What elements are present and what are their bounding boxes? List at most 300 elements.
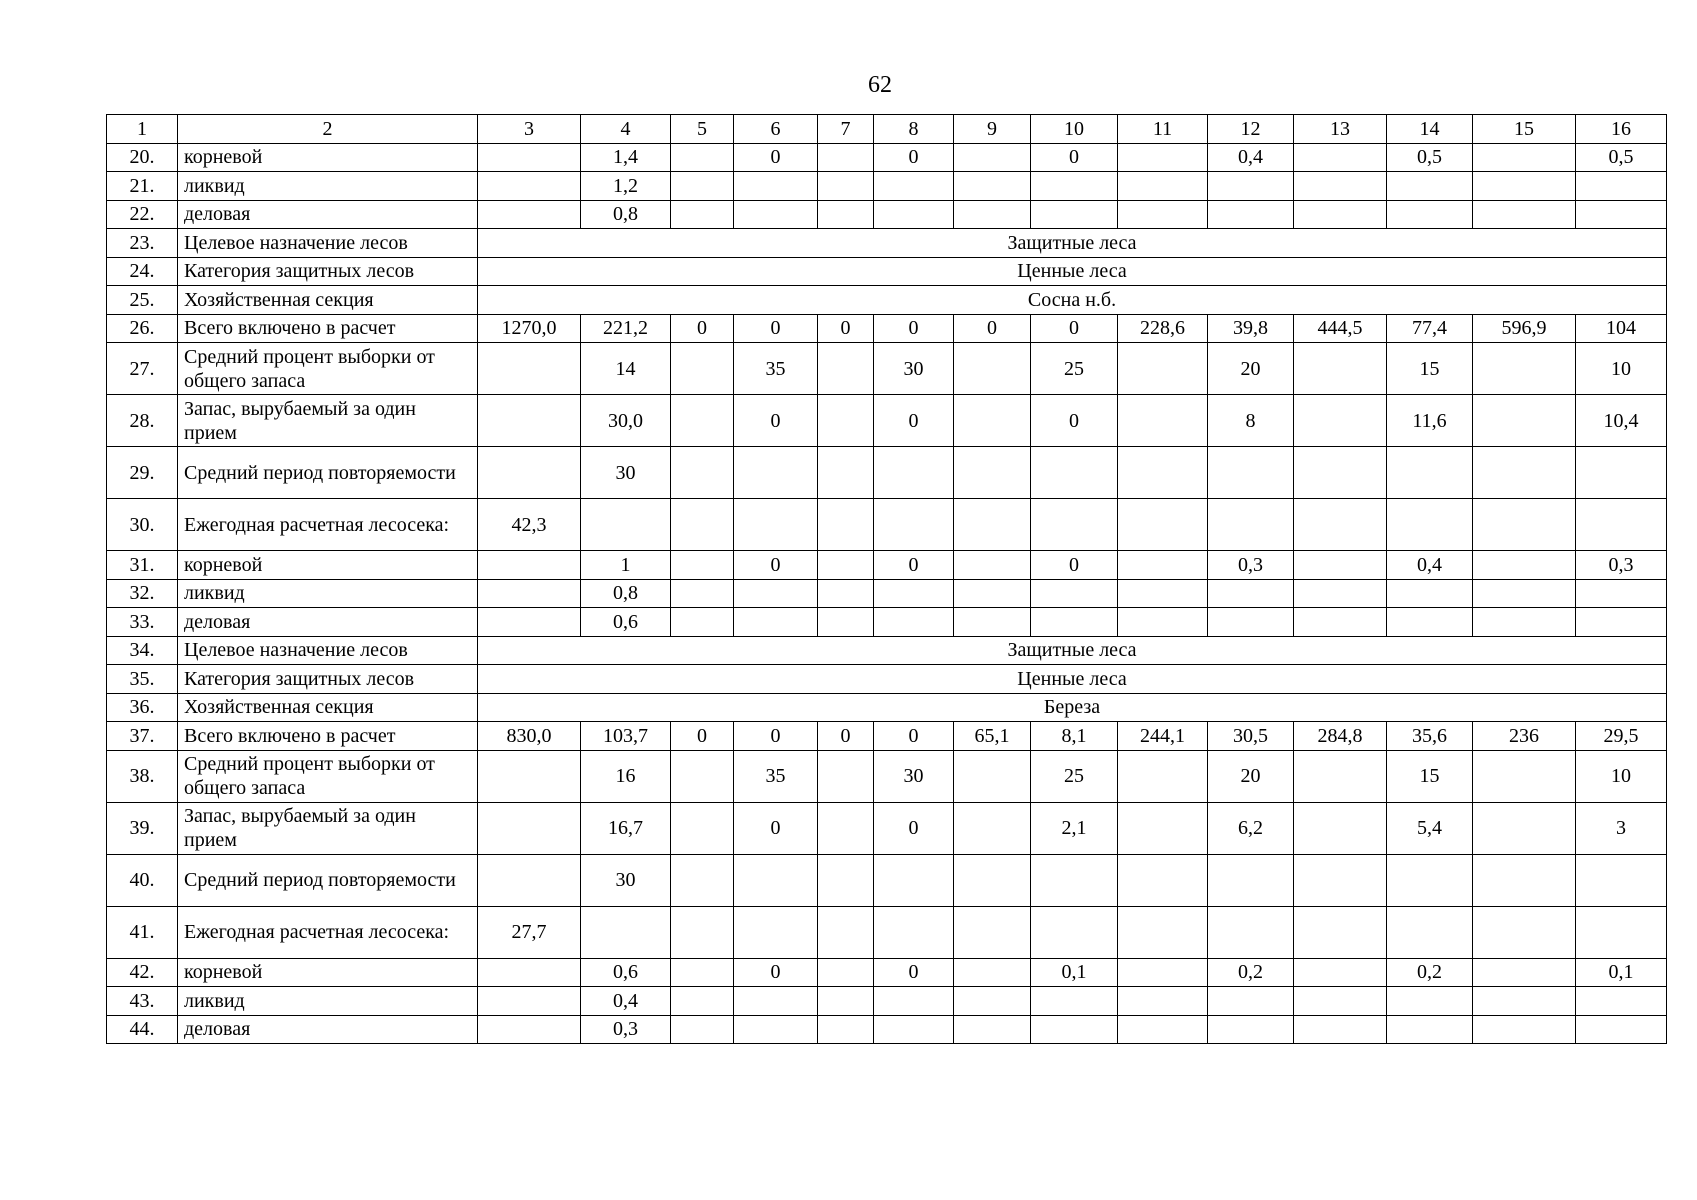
value-cell: 65,1 bbox=[954, 722, 1031, 751]
value-cell bbox=[1294, 172, 1387, 201]
value-cell: 0 bbox=[818, 722, 874, 751]
value-cell bbox=[1031, 906, 1118, 958]
value-cell bbox=[478, 343, 581, 395]
value-cell bbox=[818, 579, 874, 608]
value-cell: 1,2 bbox=[581, 172, 671, 201]
forest-calculation-table bbox=[106, 114, 1667, 1044]
table-row bbox=[107, 257, 1667, 286]
value-cell: 29,5 bbox=[1576, 722, 1667, 751]
value-cell bbox=[1294, 551, 1387, 580]
value-cell bbox=[478, 750, 581, 802]
value-cell: 27,7 bbox=[478, 906, 581, 958]
value-cell bbox=[671, 1015, 734, 1044]
value-cell bbox=[1576, 608, 1667, 637]
value-cell bbox=[671, 395, 734, 447]
value-cell bbox=[1118, 551, 1208, 580]
row-label: Категория защитных лесов bbox=[178, 257, 478, 286]
value-cell bbox=[1294, 987, 1387, 1016]
value-cell: 15 bbox=[1387, 750, 1473, 802]
value-cell bbox=[1473, 499, 1576, 551]
value-cell bbox=[954, 172, 1031, 201]
value-cell bbox=[818, 1015, 874, 1044]
value-cell bbox=[954, 750, 1031, 802]
row-label: деловая bbox=[178, 200, 478, 229]
value-cell bbox=[1294, 343, 1387, 395]
row-label: деловая bbox=[178, 608, 478, 637]
value-cell: 0 bbox=[1031, 143, 1118, 172]
row-number: 24. bbox=[107, 257, 178, 286]
value-cell: 0 bbox=[874, 314, 954, 343]
value-cell bbox=[734, 447, 818, 499]
value-cell: 77,4 bbox=[1387, 314, 1473, 343]
row-number: 33. bbox=[107, 608, 178, 637]
value-cell: 444,5 bbox=[1294, 314, 1387, 343]
value-cell bbox=[874, 608, 954, 637]
column-header: 5 bbox=[671, 115, 734, 144]
row-number: 44. bbox=[107, 1015, 178, 1044]
row-number: 23. bbox=[107, 229, 178, 258]
merged-value-cell: Защитные леса bbox=[478, 636, 1667, 665]
value-cell: 0,3 bbox=[1576, 551, 1667, 580]
value-cell bbox=[818, 958, 874, 987]
value-cell: 42,3 bbox=[478, 499, 581, 551]
value-cell bbox=[818, 608, 874, 637]
table-row bbox=[107, 665, 1667, 694]
table-row bbox=[107, 750, 1667, 802]
value-cell: 10 bbox=[1576, 750, 1667, 802]
table-row bbox=[107, 172, 1667, 201]
value-cell: 284,8 bbox=[1294, 722, 1387, 751]
value-cell bbox=[734, 172, 818, 201]
row-label: Категория защитных лесов bbox=[178, 665, 478, 694]
value-cell: 30 bbox=[581, 854, 671, 906]
value-cell: 30,5 bbox=[1208, 722, 1294, 751]
value-cell bbox=[1473, 906, 1576, 958]
table-row bbox=[107, 551, 1667, 580]
row-label: Ежегодная расчетная лесосека: bbox=[178, 499, 478, 551]
value-cell bbox=[1118, 579, 1208, 608]
value-cell bbox=[1294, 143, 1387, 172]
value-cell bbox=[1473, 447, 1576, 499]
value-cell bbox=[954, 987, 1031, 1016]
column-header: 16 bbox=[1576, 115, 1667, 144]
value-cell bbox=[818, 987, 874, 1016]
row-number: 26. bbox=[107, 314, 178, 343]
row-number: 21. bbox=[107, 172, 178, 201]
value-cell bbox=[1473, 143, 1576, 172]
row-number: 32. bbox=[107, 579, 178, 608]
value-cell: 0,4 bbox=[581, 987, 671, 1016]
value-cell bbox=[1473, 343, 1576, 395]
column-header: 4 bbox=[581, 115, 671, 144]
value-cell bbox=[1208, 987, 1294, 1016]
value-cell bbox=[478, 551, 581, 580]
value-cell: 236 bbox=[1473, 722, 1576, 751]
value-cell bbox=[1387, 579, 1473, 608]
value-cell bbox=[818, 200, 874, 229]
value-cell bbox=[1473, 200, 1576, 229]
value-cell: 0,1 bbox=[1576, 958, 1667, 987]
value-cell bbox=[1031, 172, 1118, 201]
value-cell bbox=[818, 750, 874, 802]
value-cell: 0,5 bbox=[1576, 143, 1667, 172]
value-cell bbox=[954, 499, 1031, 551]
value-cell: 0,3 bbox=[581, 1015, 671, 1044]
value-cell: 0 bbox=[874, 722, 954, 751]
value-cell: 0 bbox=[1031, 551, 1118, 580]
row-number: 39. bbox=[107, 802, 178, 854]
value-cell bbox=[1387, 608, 1473, 637]
row-number: 43. bbox=[107, 987, 178, 1016]
value-cell: 0 bbox=[874, 551, 954, 580]
value-cell bbox=[1118, 499, 1208, 551]
value-cell: 0,3 bbox=[1208, 551, 1294, 580]
value-cell bbox=[1387, 200, 1473, 229]
row-label: Хозяйственная секция bbox=[178, 693, 478, 722]
value-cell bbox=[874, 579, 954, 608]
value-cell bbox=[478, 172, 581, 201]
value-cell bbox=[478, 1015, 581, 1044]
value-cell bbox=[874, 906, 954, 958]
value-cell bbox=[818, 906, 874, 958]
value-cell bbox=[818, 499, 874, 551]
value-cell: 10 bbox=[1576, 343, 1667, 395]
table-row bbox=[107, 395, 1667, 447]
value-cell: 35 bbox=[734, 750, 818, 802]
value-cell bbox=[1576, 854, 1667, 906]
value-cell: 35 bbox=[734, 343, 818, 395]
row-label: ликвид bbox=[178, 172, 478, 201]
value-cell: 830,0 bbox=[478, 722, 581, 751]
value-cell bbox=[954, 1015, 1031, 1044]
table-row bbox=[107, 854, 1667, 906]
row-label: Целевое назначение лесов bbox=[178, 636, 478, 665]
row-label: корневой bbox=[178, 143, 478, 172]
value-cell: 0 bbox=[874, 143, 954, 172]
value-cell bbox=[1473, 395, 1576, 447]
value-cell bbox=[1387, 172, 1473, 201]
value-cell bbox=[874, 1015, 954, 1044]
row-label: Целевое назначение лесов bbox=[178, 229, 478, 258]
row-label: Средний период повторяемости bbox=[178, 447, 478, 499]
value-cell bbox=[671, 906, 734, 958]
value-cell: 0 bbox=[874, 958, 954, 987]
value-cell: 30 bbox=[874, 343, 954, 395]
value-cell: 8,1 bbox=[1031, 722, 1118, 751]
value-cell bbox=[671, 608, 734, 637]
column-header: 1 bbox=[107, 115, 178, 144]
value-cell bbox=[1473, 579, 1576, 608]
column-header: 3 bbox=[478, 115, 581, 144]
value-cell: 14 bbox=[581, 343, 671, 395]
value-cell bbox=[1208, 608, 1294, 637]
value-cell bbox=[1208, 1015, 1294, 1044]
value-cell bbox=[1031, 447, 1118, 499]
value-cell: 10,4 bbox=[1576, 395, 1667, 447]
value-cell bbox=[874, 200, 954, 229]
value-cell bbox=[1031, 854, 1118, 906]
value-cell bbox=[1118, 447, 1208, 499]
value-cell bbox=[1294, 395, 1387, 447]
value-cell bbox=[818, 802, 874, 854]
value-cell bbox=[734, 1015, 818, 1044]
value-cell bbox=[671, 447, 734, 499]
value-cell bbox=[581, 906, 671, 958]
row-number: 34. bbox=[107, 636, 178, 665]
value-cell bbox=[954, 854, 1031, 906]
value-cell bbox=[734, 200, 818, 229]
table-row bbox=[107, 987, 1667, 1016]
row-number: 40. bbox=[107, 854, 178, 906]
row-number: 36. bbox=[107, 693, 178, 722]
value-cell bbox=[1118, 395, 1208, 447]
value-cell bbox=[478, 802, 581, 854]
value-cell bbox=[1294, 447, 1387, 499]
column-header: 13 bbox=[1294, 115, 1387, 144]
value-cell bbox=[1118, 343, 1208, 395]
value-cell bbox=[1031, 499, 1118, 551]
value-cell: 6,2 bbox=[1208, 802, 1294, 854]
value-cell bbox=[1473, 551, 1576, 580]
row-number: 28. bbox=[107, 395, 178, 447]
value-cell bbox=[734, 906, 818, 958]
table-row bbox=[107, 447, 1667, 499]
value-cell bbox=[1294, 579, 1387, 608]
value-cell bbox=[1118, 958, 1208, 987]
value-cell bbox=[818, 551, 874, 580]
value-cell: 0 bbox=[734, 722, 818, 751]
column-header: 8 bbox=[874, 115, 954, 144]
value-cell bbox=[1208, 172, 1294, 201]
value-cell: 39,8 bbox=[1208, 314, 1294, 343]
value-cell: 103,7 bbox=[581, 722, 671, 751]
column-header: 6 bbox=[734, 115, 818, 144]
row-label: Средний период повторяемости bbox=[178, 854, 478, 906]
value-cell bbox=[1118, 608, 1208, 637]
table-row bbox=[107, 906, 1667, 958]
value-cell bbox=[1576, 499, 1667, 551]
value-cell bbox=[1387, 499, 1473, 551]
merged-value-cell: Ценные леса bbox=[478, 257, 1667, 286]
value-cell bbox=[671, 343, 734, 395]
value-cell bbox=[671, 802, 734, 854]
value-cell: 15 bbox=[1387, 343, 1473, 395]
value-cell bbox=[954, 958, 1031, 987]
column-header: 9 bbox=[954, 115, 1031, 144]
value-cell bbox=[1473, 987, 1576, 1016]
value-cell bbox=[1118, 143, 1208, 172]
row-label: Запас, вырубаемый за один прием bbox=[178, 395, 478, 447]
value-cell: 221,2 bbox=[581, 314, 671, 343]
row-number: 41. bbox=[107, 906, 178, 958]
table-row bbox=[107, 722, 1667, 751]
table-row bbox=[107, 229, 1667, 258]
value-cell bbox=[478, 395, 581, 447]
value-cell bbox=[478, 987, 581, 1016]
value-cell bbox=[1294, 906, 1387, 958]
value-cell bbox=[1294, 1015, 1387, 1044]
value-cell bbox=[1576, 906, 1667, 958]
value-cell bbox=[1118, 854, 1208, 906]
row-number: 30. bbox=[107, 499, 178, 551]
column-header: 2 bbox=[178, 115, 478, 144]
row-number: 27. bbox=[107, 343, 178, 395]
table-row bbox=[107, 579, 1667, 608]
value-cell bbox=[671, 579, 734, 608]
value-cell bbox=[1294, 854, 1387, 906]
value-cell: 228,6 bbox=[1118, 314, 1208, 343]
row-label: Средний процент выборки от общего запаса bbox=[178, 750, 478, 802]
value-cell: 0,4 bbox=[1208, 143, 1294, 172]
value-cell bbox=[1576, 579, 1667, 608]
value-cell bbox=[478, 608, 581, 637]
row-label: Всего включено в расчет bbox=[178, 314, 478, 343]
value-cell bbox=[671, 499, 734, 551]
value-cell: 20 bbox=[1208, 343, 1294, 395]
value-cell: 0,4 bbox=[1387, 551, 1473, 580]
value-cell: 1 bbox=[581, 551, 671, 580]
value-cell: 30 bbox=[581, 447, 671, 499]
value-cell bbox=[1208, 906, 1294, 958]
value-cell: 20 bbox=[1208, 750, 1294, 802]
value-cell bbox=[874, 854, 954, 906]
value-cell bbox=[1118, 200, 1208, 229]
value-cell: 0 bbox=[734, 958, 818, 987]
value-cell: 35,6 bbox=[1387, 722, 1473, 751]
column-header: 14 bbox=[1387, 115, 1473, 144]
value-cell bbox=[478, 143, 581, 172]
value-cell: 0 bbox=[734, 551, 818, 580]
value-cell bbox=[1387, 987, 1473, 1016]
table-row bbox=[107, 314, 1667, 343]
table-row bbox=[107, 693, 1667, 722]
value-cell bbox=[1294, 608, 1387, 637]
value-cell bbox=[1118, 802, 1208, 854]
value-cell: 0 bbox=[818, 314, 874, 343]
value-cell: 8 bbox=[1208, 395, 1294, 447]
row-number: 37. bbox=[107, 722, 178, 751]
value-cell bbox=[734, 499, 818, 551]
table-row bbox=[107, 286, 1667, 315]
row-number: 25. bbox=[107, 286, 178, 315]
row-label: ликвид bbox=[178, 987, 478, 1016]
row-label: деловая bbox=[178, 1015, 478, 1044]
value-cell: 0,1 bbox=[1031, 958, 1118, 987]
value-cell bbox=[954, 395, 1031, 447]
value-cell: 5,4 bbox=[1387, 802, 1473, 854]
value-cell bbox=[1473, 854, 1576, 906]
value-cell bbox=[1473, 802, 1576, 854]
table-row bbox=[107, 143, 1667, 172]
value-cell bbox=[954, 143, 1031, 172]
value-cell: 3 bbox=[1576, 802, 1667, 854]
value-cell bbox=[671, 172, 734, 201]
table-row bbox=[107, 200, 1667, 229]
column-header: 12 bbox=[1208, 115, 1294, 144]
value-cell: 0 bbox=[874, 395, 954, 447]
value-cell bbox=[478, 958, 581, 987]
value-cell bbox=[1031, 200, 1118, 229]
value-cell bbox=[1387, 906, 1473, 958]
value-cell: 0 bbox=[734, 802, 818, 854]
value-cell bbox=[1208, 854, 1294, 906]
value-cell bbox=[818, 143, 874, 172]
row-label: Хозяйственная секция bbox=[178, 286, 478, 315]
table-row bbox=[107, 958, 1667, 987]
value-cell bbox=[1208, 499, 1294, 551]
value-cell bbox=[1387, 447, 1473, 499]
table-row bbox=[107, 1015, 1667, 1044]
column-header: 10 bbox=[1031, 115, 1118, 144]
row-number: 42. bbox=[107, 958, 178, 987]
value-cell bbox=[1031, 608, 1118, 637]
row-label: Всего включено в расчет bbox=[178, 722, 478, 751]
row-number: 31. bbox=[107, 551, 178, 580]
page-number: 62 bbox=[868, 72, 892, 98]
value-cell: 30 bbox=[874, 750, 954, 802]
value-cell: 0 bbox=[1031, 395, 1118, 447]
value-cell: 16 bbox=[581, 750, 671, 802]
value-cell bbox=[1294, 499, 1387, 551]
value-cell bbox=[874, 447, 954, 499]
value-cell bbox=[818, 854, 874, 906]
value-cell: 0 bbox=[1031, 314, 1118, 343]
row-label: корневой bbox=[178, 958, 478, 987]
table-row bbox=[107, 608, 1667, 637]
value-cell bbox=[1294, 802, 1387, 854]
value-cell: 11,6 bbox=[1387, 395, 1473, 447]
value-cell bbox=[734, 987, 818, 1016]
value-cell bbox=[671, 958, 734, 987]
value-cell bbox=[818, 343, 874, 395]
value-cell: 104 bbox=[1576, 314, 1667, 343]
column-header: 15 bbox=[1473, 115, 1576, 144]
row-label: Средний процент выборки от общего запаса bbox=[178, 343, 478, 395]
value-cell bbox=[818, 447, 874, 499]
value-cell bbox=[734, 608, 818, 637]
value-cell bbox=[671, 987, 734, 1016]
row-number: 38. bbox=[107, 750, 178, 802]
value-cell bbox=[1294, 958, 1387, 987]
value-cell: 0,8 bbox=[581, 579, 671, 608]
value-cell bbox=[954, 579, 1031, 608]
value-cell bbox=[1208, 447, 1294, 499]
value-cell bbox=[478, 579, 581, 608]
value-cell: 30,0 bbox=[581, 395, 671, 447]
value-cell: 0 bbox=[734, 314, 818, 343]
value-cell: 0,6 bbox=[581, 608, 671, 637]
value-cell: 0 bbox=[671, 314, 734, 343]
value-cell bbox=[954, 200, 1031, 229]
value-cell bbox=[1473, 1015, 1576, 1044]
value-cell: 0 bbox=[671, 722, 734, 751]
value-cell bbox=[1118, 750, 1208, 802]
value-cell: 0,8 bbox=[581, 200, 671, 229]
table-row bbox=[107, 802, 1667, 854]
value-cell: 0,2 bbox=[1387, 958, 1473, 987]
value-cell bbox=[1118, 906, 1208, 958]
value-cell bbox=[1208, 579, 1294, 608]
value-cell: 596,9 bbox=[1473, 314, 1576, 343]
value-cell bbox=[581, 499, 671, 551]
value-cell: 25 bbox=[1031, 343, 1118, 395]
row-number: 35. bbox=[107, 665, 178, 694]
value-cell bbox=[1118, 987, 1208, 1016]
value-cell bbox=[478, 447, 581, 499]
value-cell bbox=[818, 395, 874, 447]
value-cell bbox=[1118, 172, 1208, 201]
value-cell bbox=[1118, 1015, 1208, 1044]
